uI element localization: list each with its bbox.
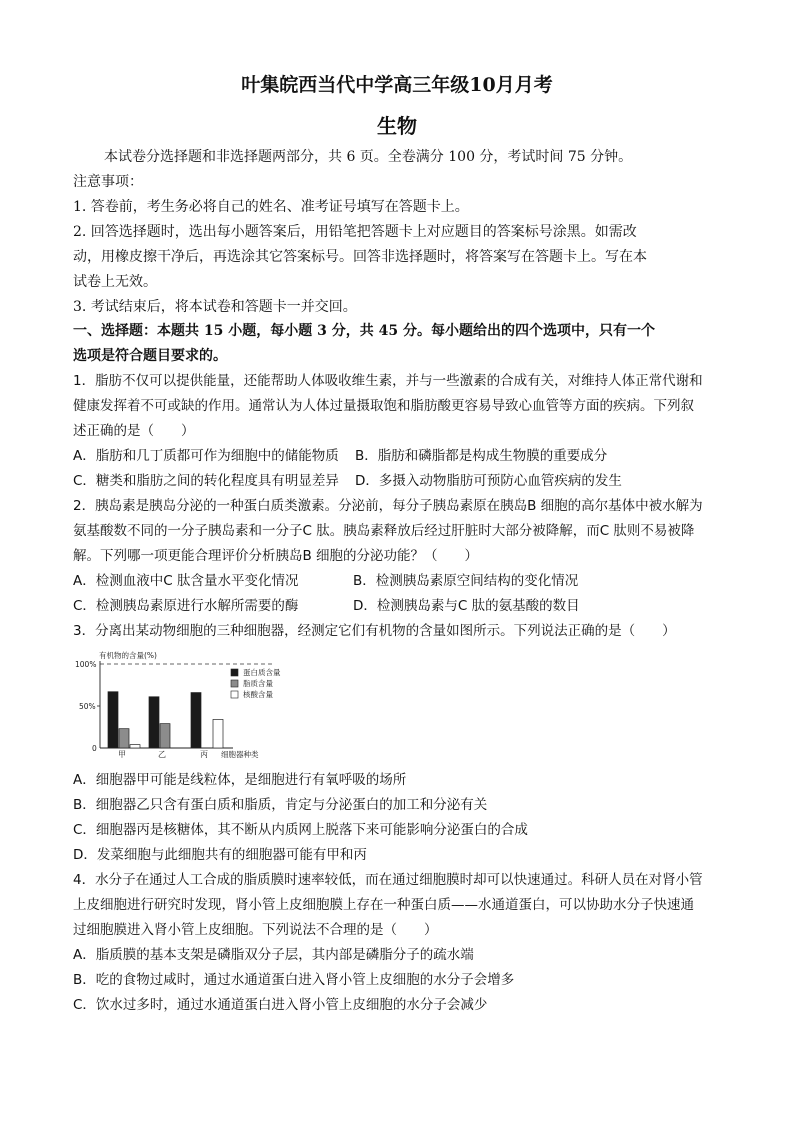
section-heading-line-1: 一、选择题：本题共 15 小题，每小题 3 分，共 45 分。每小题给出的四个选项中，只有一个 <box>73 323 655 339</box>
bar-lipid-2 <box>160 724 170 748</box>
chart-y-axis-label: 有机物的含量(%) <box>99 651 157 660</box>
q2-stem-line-3: 解。下列哪一项更能合理评价分析胰岛B 细胞的分泌功能？（ ） <box>73 548 479 564</box>
x-category-label-yi: 乙 <box>158 750 166 759</box>
q4-option-b: B．吃的食物过咸时，通过水通道蛋白进入肾小管上皮细胞的水分子会增多 <box>73 972 515 988</box>
q3-stem-line-1: 3．分离出某动物细胞的三种细胞器，经测定它们有机物的含量如图所示。下列说法正确的是（ ） <box>73 623 676 639</box>
q4-stem-line-2: 上皮细胞进行研究时发现，肾小管上皮细胞膜上存在一种蛋白质——水通道蛋白，可以协助水分子快速通 <box>73 897 694 913</box>
bar-protein-1 <box>108 692 118 748</box>
y-tick-label-100: 100% <box>75 660 97 669</box>
exam-intro: 本试卷分选择题和非选择题两部分，共 6 页。全卷满分 100 分，考试时间 75 分钟。 <box>104 149 633 165</box>
x-category-label-bing: 丙 <box>200 750 208 759</box>
legend-swatch-lipid <box>231 680 238 687</box>
section-heading-line-2: 选项是符合题目要求的。 <box>73 348 227 364</box>
q4-option-a: A．脂质膜的基本支架是磷脂双分子层，其内部是磷脂分子的疏水端 <box>73 947 474 963</box>
legend-label-protein: 蛋白质含量 <box>243 668 281 677</box>
q2-option-d: D．检测胰岛素与C 肽的氨基酸的数目 <box>353 598 580 614</box>
q2-option-c: C．检测胰岛素原进行水解所需要的酶 <box>73 598 299 614</box>
legend-label-nucleic-acid: 核酸含量 <box>243 690 273 699</box>
organelle-content-chart <box>73 644 283 762</box>
bar-protein-2 <box>149 697 159 748</box>
notes-heading: 注意事项： <box>73 174 143 190</box>
q3-option-a: A．细胞器甲可能是线粒体，是细胞进行有氧呼吸的场所 <box>73 772 407 788</box>
q1-option-d: D．多摄入动物脂肪可预防心血管疾病的发生 <box>355 473 622 489</box>
note-1: 1. 答卷前，考生务必将自己的姓名、准考证号填写在答题卡上。 <box>73 199 469 215</box>
q1-stem-line-2: 健康发挥着不可或缺的作用。通常认为人体过量摄取饱和脂肪酸更容易导致心血管等方面的疾病。下列叙 <box>73 398 694 414</box>
y-tick-label-0: 0 <box>92 744 97 753</box>
q2-option-b: B．检测胰岛素原空间结构的变化情况 <box>353 573 579 589</box>
note-3: 3. 考试结束后，将本试卷和答题卡一并交回。 <box>73 299 357 315</box>
q2-stem-line-1: 2．胰岛素是胰岛分泌的一种蛋白质类激素。分泌前，每分子胰岛素原在胰岛B 细胞的高尔基体中被水解为 <box>73 498 703 514</box>
bar-lipid-1 <box>119 729 129 748</box>
legend-swatch-protein <box>231 669 238 676</box>
note-2-line-3: 试卷上无效。 <box>73 274 157 290</box>
q4-stem-line-3: 过细胞膜进入肾小管上皮细胞。下列说法不合理的是（ ） <box>73 922 438 938</box>
q1-option-c: C．糖类和脂肪之间的转化程度具有明显差异 <box>73 473 339 489</box>
bar-protein-3 <box>191 693 201 748</box>
q1-stem-line-3: 述正确的是（ ） <box>73 423 195 439</box>
x-category-label-jia: 甲 <box>118 750 126 759</box>
q1-option-b: B．脂肪和磷脂都是构成生物膜的重要成分 <box>355 448 608 464</box>
q1-option-a: A．脂肪和几丁质都可作为细胞中的储能物质 <box>73 448 339 464</box>
y-tick-label-50: 50% <box>79 702 96 711</box>
bar-nucleic-acid-1 <box>130 745 140 748</box>
q3-option-b: B．细胞器乙只含有蛋白质和脂质，肯定与分泌蛋白的加工和分泌有关 <box>73 797 488 813</box>
exam-subject: 生物 <box>377 114 417 138</box>
q1-stem-line-1: 1．脂肪不仅可以提供能量，还能帮助人体吸收维生素，并与一些激素的合成有关，对维持人体正常代谢和 <box>73 373 703 389</box>
q2-option-a: A．检测血液中C 肽含量水平变化情况 <box>73 573 299 589</box>
exam-title: 叶集皖西当代中学高三年级10月月考 <box>241 74 553 96</box>
note-2-line-1: 2. 回答选择题时，选出每小题答案后，用铅笔把答题卡上对应题目的答案标号涂黑。如需改 <box>73 224 637 240</box>
q3-option-d: D．发菜细胞与此细胞共有的细胞器可能有甲和丙 <box>73 847 367 863</box>
chart-x-axis-label: 细胞器种类 <box>221 750 259 759</box>
bar-nucleic-acid-3 <box>213 719 223 748</box>
q2-stem-line-2: 氨基酸数不同的一分子胰岛素和一分子C 肽。胰岛素释放后经过肝脏时大部分被降解，而C 肽则不易被降 <box>73 523 695 539</box>
legend-swatch-nucleic-acid <box>231 691 238 698</box>
note-2-line-2: 动，用橡皮擦干净后，再选涂其它答案标号。回答非选择题时，将答案写在答题卡上。写在本 <box>73 249 647 265</box>
q4-stem-line-1: 4．水分子在通过人工合成的脂质膜时速率较低，而在通过细胞膜时却可以快速通过。科研人员在对肾小管 <box>73 872 703 888</box>
q3-option-c: C．细胞器丙是核糖体，其不断从内质网上脱落下来可能影响分泌蛋白的合成 <box>73 822 528 838</box>
q4-option-c: C．饮水过多时，通过水通道蛋白进入肾小管上皮细胞的水分子会减少 <box>73 997 488 1013</box>
legend-label-lipid: 脂质含量 <box>243 679 273 688</box>
